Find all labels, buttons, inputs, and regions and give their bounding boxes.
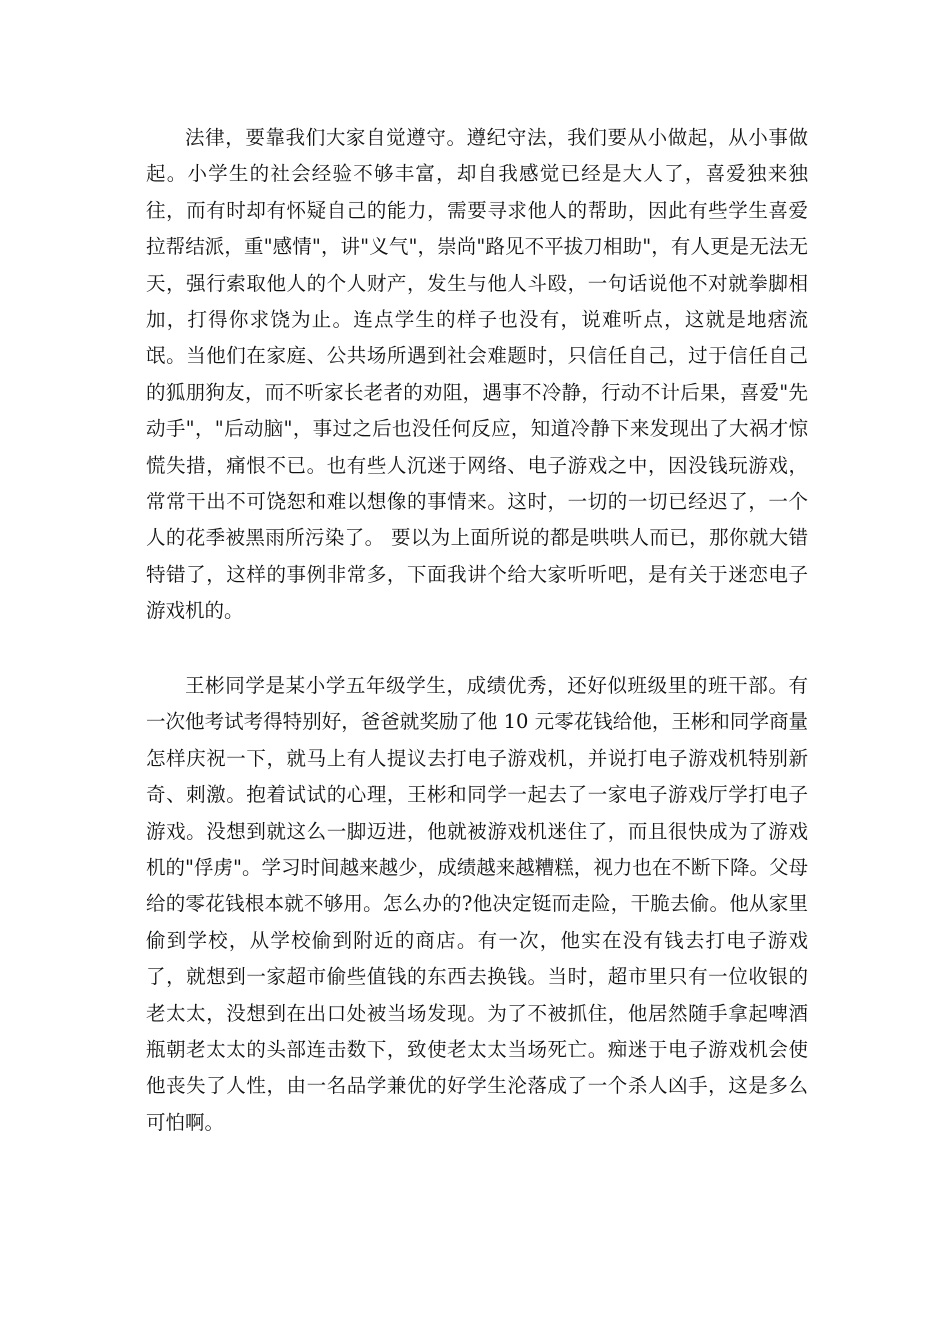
body-paragraph-2: 王彬同学是某小学五年级学生，成绩优秀，还好似班级里的班干部。有一次他考试考得特别好，爸爸就奖励了他 10 元零花钱给他，王彬和同学商量怎样庆祝一下，就马上有人提议去打电子游戏机，并说打电子游戏机特别新奇、刺激。抱着试试的心理，王彬和同学一起去了一家电子游戏厅学打电子游戏。没想到就这么一脚迈进，他就被游戏机迷住了，而且很快成为了游戏机的"俘虏"。学习时间越来越少，成绩越来越糟糕，视力也在不断下降。父母给的零花钱根本就不够用。怎么办的?他决定铤而走险，干脆去偷。他从家里偷到学校，从学校偷到附近的商店。有一次，他实在没有钱去打电子游戏了，就想到一家超市偷些值钱的东西去换钱。当时，超市里只有一位收银的老太太，没想到在出口处被当场发现。为了不被抓住，他居然随手拿起啤酒瓶朝老太太的头部连击数下，致使老太太当场死亡。痴迷于电子游戏机会使他丧失了人性，由一名品学兼优的好学生沦落成了一个杀人凶手，这是多么可怕啊。 <box>146 674 808 1134</box>
body-paragraph-1: 法律，要靠我们大家自觉遵守。遵纪守法，我们要从小做起，从小事做起。小学生的社会经验不够丰富，却自我感觉已经是大人了，喜爱独来独往，而有时却有怀疑自己的能力，需要寻求他人的帮助，因此有些学生喜爱拉帮结派，重"感情"，讲"义气"，崇尚"路见不平拔刀相助"，有人更是无法无天，强行索取他人的个人财产，发生与他人斗殴，一句话说他不对就拳脚相加，打得你求饶为止。连点学生的样子也没有，说难听点，这就是地痞流氓。当他们在家庭、公共场所遇到社会难题时，只信任自己，过于信任自己的狐朋狗友，而不听家长老者的劝阻，遇事不冷静，行动不计后果，喜爱"先动手"，"后动脑"，事过之后也没任何反应，知道冷静下来发现出了大祸才惊慌失措，痛恨不已。也有些人沉迷于网络、电子游戏之中，因没钱玩游戏，常常干出不可饶恕和难以想像的事情来。这时，一切的一切已经迟了，一个人的花季被黑雨所污染了。 要以为上面所说的都是哄哄人而已，那你就大错特错了，这样的事例非常多，下面我讲个给大家听听吧，是有关于迷恋电子游戏机的。 <box>146 126 808 623</box>
